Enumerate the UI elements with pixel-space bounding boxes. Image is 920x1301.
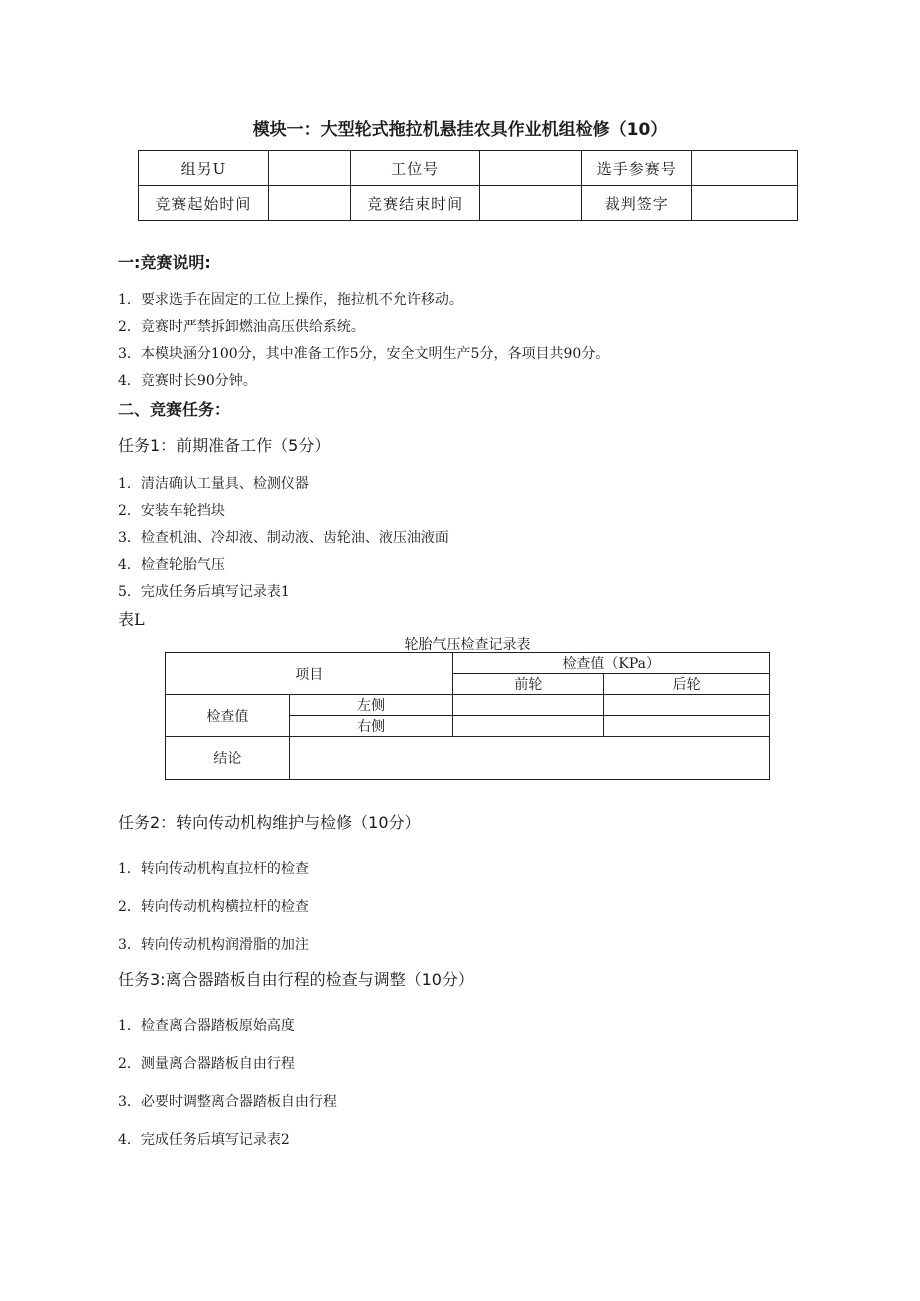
list-item: 5．完成任务后填写记录表1 [118,584,290,600]
check-value-label: 检查值 [166,695,290,737]
item-header: 项目 [166,653,453,695]
station-label: 工位号 [350,151,480,186]
section2-heading: 二、竞赛任务： [118,400,231,419]
group-value[interactable] [268,151,350,186]
contestant-value[interactable] [692,151,798,186]
rear-wheel-header: 后轮 [604,674,770,695]
left-side-label: 左侧 [289,695,453,716]
list-item: 2．安装车轮挡块 [118,503,225,519]
front-wheel-header: 前轮 [453,674,604,695]
task3-heading: 任务3:离合器踏板自由行程的检查与调整（10分） [118,970,474,989]
contestant-label: 选手参赛号 [582,151,692,186]
end-time-value[interactable] [480,186,582,221]
info-table [138,150,798,221]
task1-heading: 任务1：前期准备工作（5分） [118,436,331,455]
list-item: 3．转向传动机构润滑脂的加注 [118,937,309,953]
list-item: 2．竞赛时严禁拆卸燃油高压供给系统。 [118,319,365,335]
start-time-value[interactable] [268,186,350,221]
list-item: 1．要求选手在固定的工位上操作，拖拉机不允许移动。 [118,292,463,308]
tire-table-caption: 轮胎气压检查记录表 [404,637,531,653]
right-side-label: 右侧 [289,716,453,737]
tire-pressure-table [165,652,770,780]
list-item: 3．必要时调整离合器踏板自由行程 [118,1094,337,1110]
left-rear-value[interactable] [604,695,770,716]
list-item: 3．检查机油、冷却液、制动液、齿轮油、液压油液面 [118,530,449,546]
list-item: 4．检查轮胎气压 [118,557,225,573]
page-title: 模块一：大型轮式拖拉机悬挂农具作业机组检修（10） [252,120,668,140]
judge-value[interactable] [692,186,798,221]
list-item: 4．完成任务后填写记录表2 [118,1132,290,1148]
end-time-label: 竞赛结束时间 [350,186,480,221]
list-item: 3．本模块涵分100分，其中准备工作5分，安全文明生产5分，各项目共90分。 [118,346,610,362]
right-front-value[interactable] [453,716,604,737]
value-header: 检查值（KPa） [453,653,770,674]
list-item: 1．检查离合器踏板原始高度 [118,1018,295,1034]
conclusion-value[interactable] [289,737,769,780]
station-value[interactable] [480,151,582,186]
section1-heading: 一:竞赛说明: [118,253,211,272]
list-item: 4．竞赛时长90分钟。 [118,373,257,389]
left-front-value[interactable] [453,695,604,716]
start-time-label: 竞赛起始时间 [139,186,269,221]
list-item: 2．转向传动机构横拉杆的检查 [118,899,309,915]
task2-heading: 任务2：转向传动机构维护与检修（10分） [118,813,421,832]
list-item: 1．转向传动机构直拉杆的检查 [118,861,309,877]
judge-label: 裁判签字 [582,186,692,221]
group-label: 组另U [139,151,269,186]
right-rear-value[interactable] [604,716,770,737]
table-label: 表L [118,610,145,629]
conclusion-label: 结论 [166,737,290,780]
list-item: 1．清洁确认工量具、检测仪器 [118,476,309,492]
list-item: 2．测量离合器踏板自由行程 [118,1056,295,1072]
